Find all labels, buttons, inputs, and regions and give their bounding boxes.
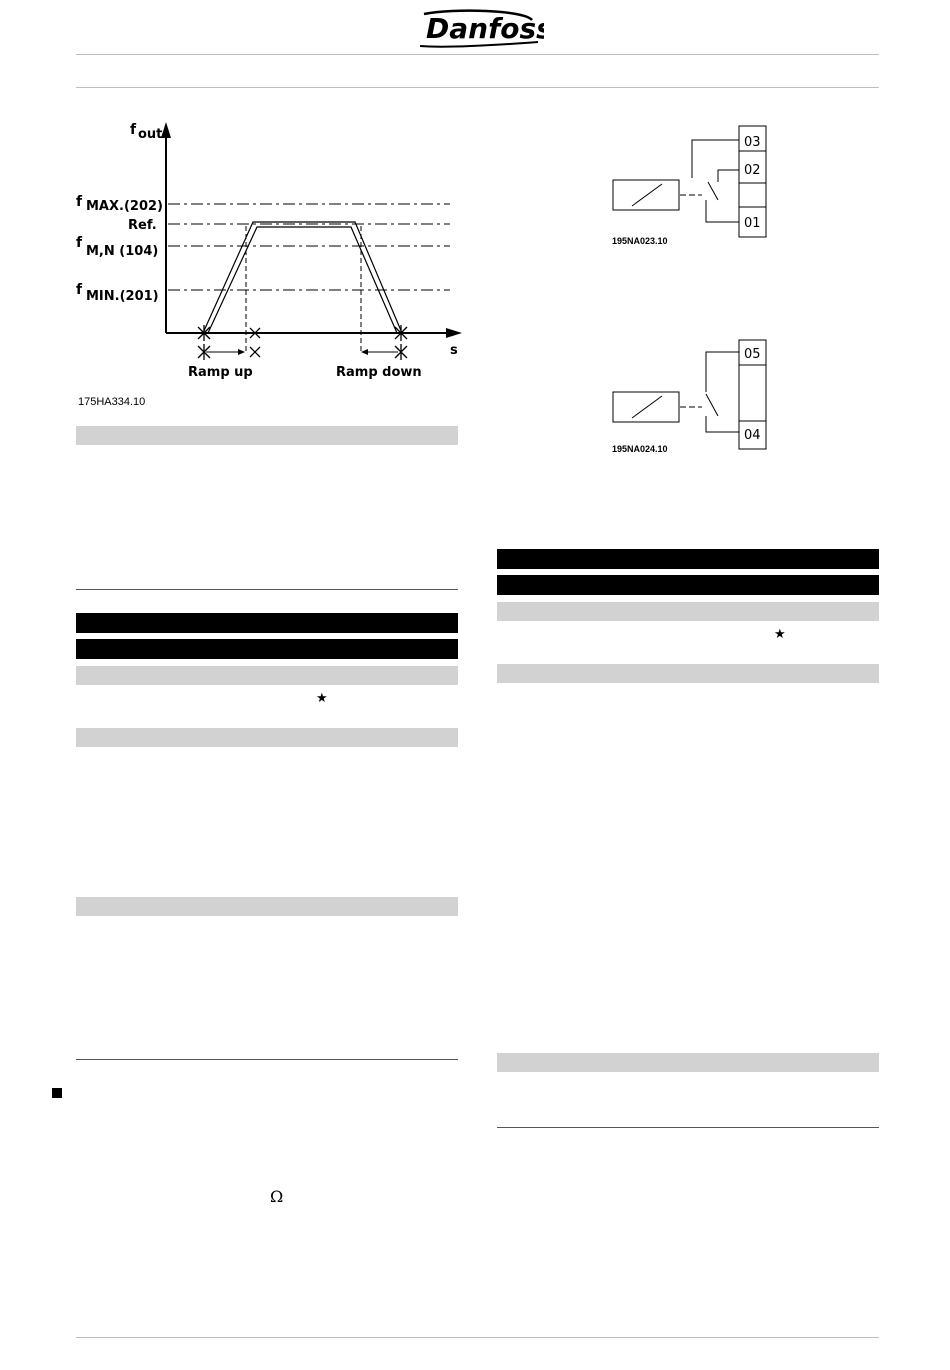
level-ref: Ref. bbox=[128, 218, 157, 233]
ramp-figure bbox=[72, 118, 467, 393]
grey-heading-bar-right-1 bbox=[497, 602, 879, 621]
section-rule-2 bbox=[76, 1059, 458, 1060]
level-fmn-prefix: f bbox=[76, 235, 83, 251]
parameter-value-bar bbox=[76, 639, 458, 659]
grey-heading-bar-right-3 bbox=[497, 1053, 879, 1072]
grey-heading-bar-2 bbox=[76, 666, 458, 685]
parameter-title-bar-right bbox=[497, 549, 879, 569]
footer-rule bbox=[76, 1337, 879, 1338]
terminal-03: 03 bbox=[744, 135, 761, 150]
level-fmax: MAX.(202) bbox=[86, 199, 163, 214]
x-axis-label: s bbox=[450, 343, 458, 358]
parameter-value-bar-right bbox=[497, 575, 879, 595]
ramp-up-label: Ramp up bbox=[188, 365, 253, 380]
relay-figure-2-code: 195NA024.10 bbox=[612, 444, 668, 454]
ramp-figure-code: 175HA334.10 bbox=[78, 396, 146, 408]
y-axis-label-sub: out bbox=[138, 127, 163, 142]
section-rule-1 bbox=[76, 589, 458, 590]
level-fmin-prefix: f bbox=[76, 282, 83, 298]
terminal-02: 02 bbox=[744, 163, 761, 178]
level-fmn: M,N (104) bbox=[86, 244, 159, 259]
relay-figure-2 bbox=[608, 336, 778, 461]
ramp-down-label: Ramp down bbox=[336, 365, 422, 380]
terminal-05: 05 bbox=[744, 347, 761, 362]
grey-heading-bar-right-2 bbox=[497, 664, 879, 683]
relay-figure-1-code: 195NA023.10 bbox=[612, 236, 668, 246]
danfoss-logo bbox=[414, 6, 544, 55]
header-rule-bottom bbox=[76, 87, 879, 88]
omega-symbol: Ω bbox=[270, 1187, 284, 1206]
grey-heading-bar-1 bbox=[76, 426, 458, 445]
y-axis-label: f bbox=[130, 122, 137, 138]
grey-heading-bar-3 bbox=[76, 728, 458, 747]
grey-heading-bar-4 bbox=[76, 897, 458, 916]
terminal-04: 04 bbox=[744, 428, 761, 443]
logo-text: Danfoss bbox=[426, 12, 544, 45]
parameter-title-bar bbox=[76, 613, 458, 633]
bullet-square-icon bbox=[52, 1088, 62, 1098]
terminal-01: 01 bbox=[744, 216, 761, 231]
level-fmax-prefix: f bbox=[76, 194, 83, 210]
level-fmin: MIN.(201) bbox=[86, 289, 159, 304]
section-rule-right bbox=[497, 1127, 879, 1128]
default-star-icon: ★ bbox=[316, 690, 328, 705]
default-star-icon-right: ★ bbox=[774, 626, 786, 641]
header-rule-top bbox=[76, 54, 879, 55]
